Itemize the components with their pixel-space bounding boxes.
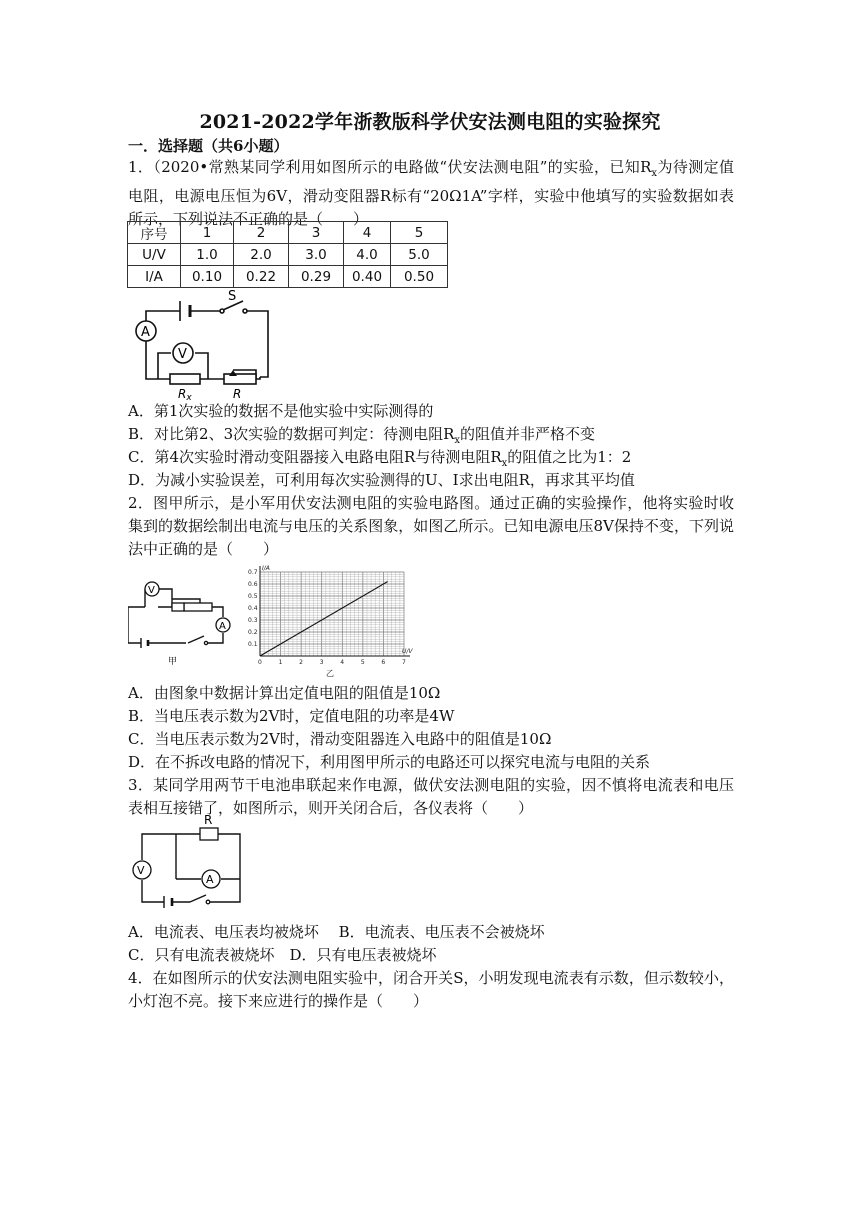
table-row <box>128 244 448 266</box>
table-cell: 3.0 <box>289 244 344 266</box>
table-cell: 2.0 <box>234 244 289 266</box>
rheostat-slider <box>229 370 237 376</box>
table-cell: 5.0 <box>391 244 448 266</box>
resistor-rx <box>170 374 200 384</box>
table-cell: 0.29 <box>289 266 344 288</box>
question-2-chart <box>246 562 416 684</box>
voltmeter-label: V <box>178 347 187 362</box>
x-tick-label: 5 <box>360 659 365 666</box>
q2-option-c[interactable]: C．当电压表示数为2V时，滑动变阻器连入电路中的阻值是10Ω <box>128 730 552 748</box>
q2-option-b[interactable]: B．当电压表示数为2V时，定值电阻的功率是4W <box>128 707 455 725</box>
q1-option-d[interactable]: D．为减小实验误差，可利用每次实验测得的U、I求出电阻R，再求其平均值 <box>128 471 635 489</box>
y-tick-label: 0.3 <box>248 617 258 624</box>
question-4-stem: 4．在如图所示的伏安法测电阻实验中，闭合开关S，小明发现电流表有示数，但示数较小，小灯泡不亮。接下来应进行的操作是（ ） <box>128 969 734 1010</box>
voltmeter-label: V <box>148 585 155 596</box>
rheostat-symbol <box>184 603 212 611</box>
battery-symbol <box>141 638 148 648</box>
ammeter-label: A <box>141 325 150 340</box>
table-cell: 0.22 <box>234 266 289 288</box>
table-cell: 0.10 <box>181 266 234 288</box>
table-cell: I/A <box>128 266 181 288</box>
x-tick-label: 3 <box>319 659 324 666</box>
x-tick-label: 2 <box>299 659 303 666</box>
table-cell: U/V <box>128 244 181 266</box>
rheostat-r <box>224 374 256 384</box>
question-1-stem: 1．（2020•常熟某同学利用如图所示的电路做“伏安法测电阻”的实验，已知$R_x$为待测定值电阻，电源电压恒为6V，滑动变阻器R标有“20Ω1A”字样，实验中他填写的实验数据如表所示，下列说法不正确的是（ ） <box>128 158 734 228</box>
table-cell: 序号 <box>128 222 181 244</box>
question-1-circuit <box>128 289 278 401</box>
table-cell: 2 <box>234 222 289 244</box>
table-cell: 4 <box>344 222 391 244</box>
y-tick-label: 0.7 <box>248 569 258 576</box>
y-tick-label: 0.2 <box>248 629 258 636</box>
switch-label: S <box>228 289 237 304</box>
table-cell: 1.0 <box>181 244 234 266</box>
battery-symbol <box>180 301 190 321</box>
x-tick-label: 7 <box>402 659 406 666</box>
resistor-symbol <box>200 828 218 840</box>
table-cell: 0.40 <box>344 266 391 288</box>
q3-options-ab[interactable]: A．电流表、电压表均被烧坏 B．电流表、电压表不会被烧坏 <box>128 923 545 941</box>
table-cell: 0.50 <box>391 266 448 288</box>
x-tick-label: 0 <box>258 659 262 666</box>
r-label: R <box>233 387 242 401</box>
y-tick-label: 0.1 <box>248 641 258 648</box>
q1-option-c[interactable]: C．第4次实验时滑动变阻器接入电路电阻R与待测电阻$R_x$的阻值之比为1：2 <box>128 448 632 469</box>
q1-option-b[interactable]: B．对比第2、3次实验的数据可判定：待测电阻$R_x$的阻值并非严格不变 <box>128 425 596 446</box>
switch-symbol <box>190 895 210 904</box>
table-cell: 1 <box>181 222 234 244</box>
voltmeter-label: V <box>137 864 145 877</box>
question-2-circuit <box>128 581 236 671</box>
y-tick-label: 0.6 <box>248 581 258 588</box>
q1-option-a[interactable]: A．第1次实验的数据不是他实验中实际测得的 <box>128 402 434 420</box>
figure-label-jia: 甲 <box>168 657 178 667</box>
y-axis-label: I/A <box>262 565 270 572</box>
battery-symbol <box>164 896 172 908</box>
x-tick-label: 1 <box>278 659 283 666</box>
x-tick-label: 6 <box>381 659 386 666</box>
table-cell: 4.0 <box>344 244 391 266</box>
figure-label-yi: 乙 <box>326 669 334 678</box>
resistor-symbol <box>172 603 184 611</box>
ammeter-label: A <box>206 873 214 886</box>
table-row <box>128 222 448 244</box>
table-cell: 3 <box>289 222 344 244</box>
question-2-stem: 2．图甲所示，是小军用伏安法测电阻的实验电路图。通过正确的实验操作，他将实验时收集到的数据绘制出电流与电压的关系图象，如图乙所示。已知电源电压8V保持不变，下列说法中正确的是（ ） <box>128 494 734 558</box>
table-row <box>128 266 448 288</box>
series-line <box>260 582 388 656</box>
resistor-label: R <box>204 813 213 827</box>
question-3-circuit <box>128 812 256 912</box>
y-tick-label: 0.5 <box>248 593 258 600</box>
rx-label: Rx <box>178 387 192 401</box>
x-tick-label: 4 <box>340 659 345 666</box>
x-axis-label: U/V <box>402 648 413 655</box>
y-tick-label: 0.4 <box>248 605 258 612</box>
ammeter-label: A <box>219 621 226 632</box>
data-table <box>127 221 448 288</box>
q2-option-d[interactable]: D．在不拆改电路的情况下，利用图甲所示的电路还可以探究电流与电阻的关系 <box>128 753 651 771</box>
q2-option-a[interactable]: A．由图象中数据计算出定值电阻的阻值是10Ω <box>128 684 441 702</box>
page-title: 2021-2022学年浙教版科学伏安法测电阻的实验探究 <box>199 111 661 133</box>
switch-symbol <box>188 636 208 645</box>
section-heading: 一．选择题（共6小题） <box>128 137 289 155</box>
table-cell: 5 <box>391 222 448 244</box>
q3-options-cd[interactable]: C．只有电流表被烧坏 D．只有电压表被烧坏 <box>128 946 437 964</box>
question-3-stem: 3．某同学用两节干电池串联起来作电源，做伏安法测电阻的实验，因不慎将电流表和电压表相互接错了，如图所示，则开关闭合后，各仪表将（ ） <box>128 776 734 817</box>
